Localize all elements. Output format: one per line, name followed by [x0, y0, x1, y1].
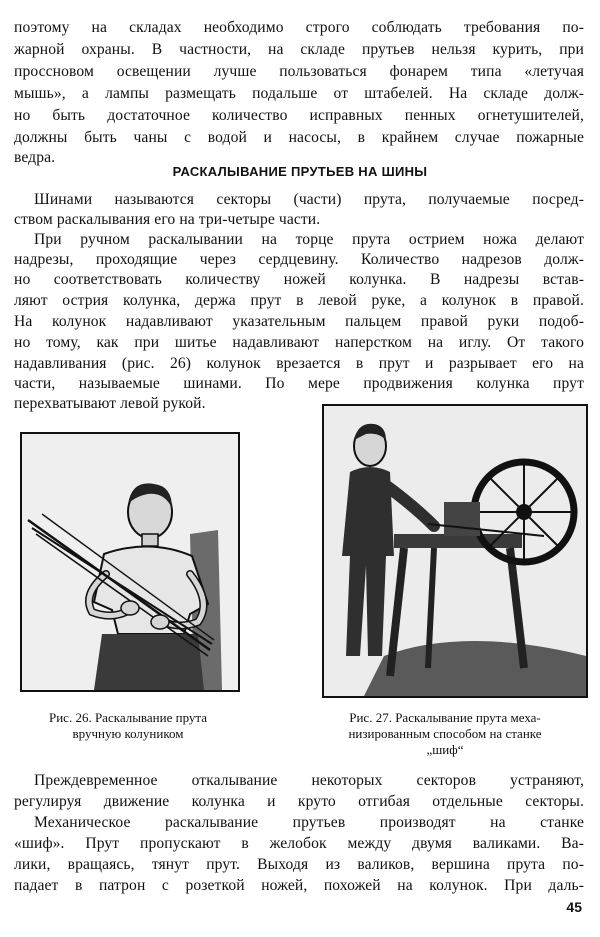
section-heading: РАСКАЛЫВАНИЕ ПРУТЬЕВ НА ШИНЫ: [172, 164, 428, 179]
text-line: ством раскалывания его на три-четыре части.: [14, 211, 321, 228]
text-line: надавливания (рис. 26) колунок врезается в прут и разрывает его на: [14, 355, 584, 372]
text-line: Шинами называются секторы (части) прута, получаемые посред-: [34, 191, 584, 208]
text-line: ляют острия колунка, держа прут в левой руке, а колунок в правой.: [14, 292, 584, 309]
caption-line: „шиф“: [426, 742, 464, 757]
caption-line: вручную колуником: [72, 726, 184, 741]
text-line: мышь», а лампы размещать подальше от штабелей. На складе долж-: [14, 85, 584, 102]
text-line: При ручном раскалывании на торце прута острием ножа делают: [34, 231, 584, 248]
text-line: но тому, как при шитье надавливают наперстком на иглу. От такого: [14, 334, 584, 351]
text-line: проссновом освещении лучше пользоваться фонарем типа «летучая: [14, 63, 584, 80]
text-line: надрезы, проходящие через сердцевину. Количество надрезов долж-: [14, 251, 584, 268]
text-line: но соответствовать количеству ножей колунка. В надрезы встав-: [14, 271, 584, 288]
text-line: должны быть чаны с водой и насосы, в крайнем случае пожарные: [14, 129, 584, 146]
text-line: жарной охраны. В частности, на складе прутьев нельзя курить, при: [14, 41, 584, 58]
text-line: Преждевременное откалывание некоторых секторов устраняют,: [34, 772, 584, 789]
text-line: лики, вращаясь, тянут прут. Выходя из валиков, вершина прута по-: [14, 856, 584, 873]
figure-27-illustration: [322, 404, 588, 698]
text-line: регулируя движение колунка и круто отгибая отдельные секторы.: [14, 793, 584, 810]
figure-26-illustration: [20, 432, 240, 692]
woman-splitting-rod-drawing: [22, 434, 238, 690]
text-line: Механическое раскалывание прутьев производят на станке: [34, 814, 584, 831]
page-number: 45: [566, 899, 582, 915]
caption-line: Рис. 26. Раскалывание прута: [48, 710, 208, 725]
text-line: части, называемые шинами. По мере продвижения колунка прут: [14, 375, 584, 392]
text-line: «шиф». Прут пропускают в желобок между двумя валиками. Ва-: [14, 835, 584, 852]
figure-26-caption: [20, 710, 236, 742]
text-line: На колунок надавливают указательным пальцем правой руки подоб-: [14, 313, 584, 330]
caption-line: Рис. 27. Раскалывание прута меха-: [349, 710, 541, 725]
text-line: падает в патрон с розеткой ножей, похожей на колунок. При даль-: [14, 877, 584, 894]
figure-27-caption: [306, 710, 584, 758]
caption-line: низированным способом на станке: [348, 726, 542, 741]
text-line: но быть достаточное количество исправных пенных огнетушителей,: [14, 107, 584, 124]
text-line: поэтому на складах необходимо строго соблюдать требования по-: [14, 19, 584, 36]
man-at-shif-machine-drawing: [324, 406, 586, 696]
text-line: перехватывают левой рукой.: [14, 395, 206, 412]
text-line: ведра.: [14, 149, 56, 166]
